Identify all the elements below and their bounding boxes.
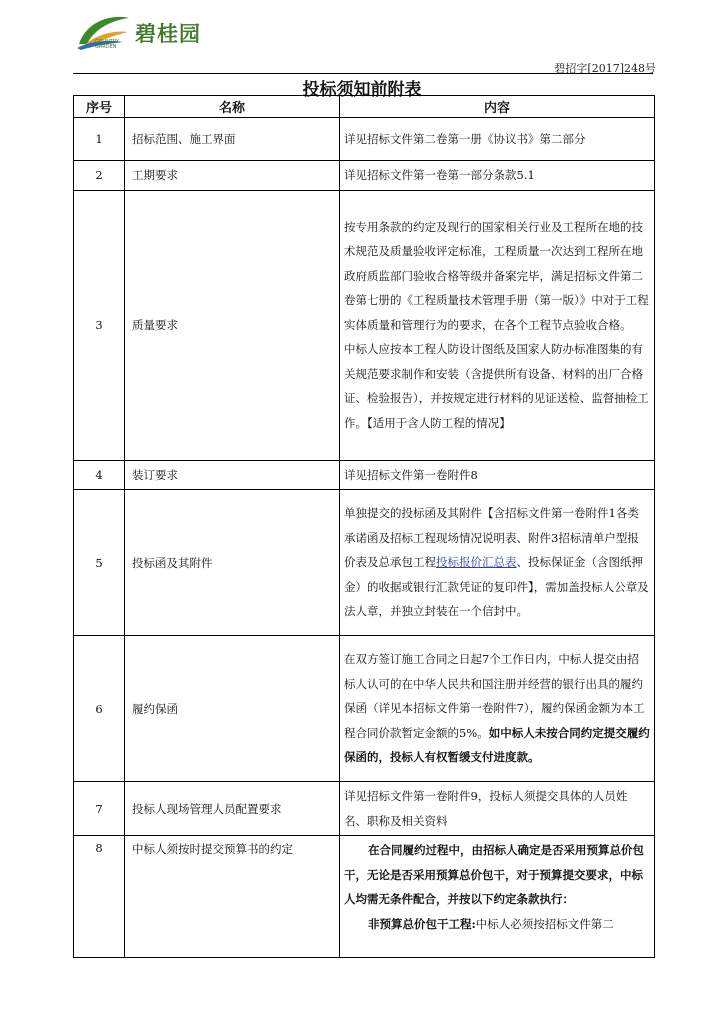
company-logo xyxy=(73,10,213,54)
row-name: 质量要求 xyxy=(125,190,340,460)
row-name: 投标函及其附件 xyxy=(125,490,340,636)
content-text: 、投标保证金（含图纸押金）的收据或银行汇款凭证的复印件】，需加盖投标人公章及法人章，并独立封装在一个信封中。 xyxy=(344,555,649,619)
budget-clause-detail xyxy=(344,912,650,937)
content-text: 在双方签订施工合同之日起7个工作日内，中标人提交由招标人认可的在中华人民共和国注册并经营的银行出具的履约保函（详见本招标文件第一卷附件7），履约保函金额为本工程合同价款暂定金额的5%。 xyxy=(344,652,645,740)
row-content xyxy=(340,190,655,460)
row-number: 1 xyxy=(74,118,125,161)
row-number: 3 xyxy=(74,190,125,460)
table-row xyxy=(74,161,655,191)
document-number: 碧招字[2017]248号 xyxy=(554,62,656,75)
row-content xyxy=(340,836,655,958)
table-row xyxy=(74,118,655,161)
content-text: 单独提交的投标函及其附件【含招标文件第一卷附件1各类承诺函及招标工程现场情况说明表、附件3招标清单户型报价表及总承包工程 xyxy=(344,506,639,570)
row-content: 详见招标文件第一卷附件8 xyxy=(340,460,655,490)
table-row xyxy=(74,190,655,460)
content-bold-text: 如中标人未按合同约定提交履约保函的，投标人有权暂缓支付进度款。 xyxy=(344,725,650,765)
row-number: 8 xyxy=(74,836,125,958)
table-row xyxy=(74,636,655,782)
table-row xyxy=(74,782,655,836)
table-header-row xyxy=(74,96,655,118)
row-name: 履约保函 xyxy=(125,636,340,782)
row-content: 详见招标文件第二卷第一册《协议书》第二部分 xyxy=(340,118,655,161)
header-divider xyxy=(73,73,653,74)
row-number: 7 xyxy=(74,782,125,836)
table-row xyxy=(74,460,655,490)
quality-paragraph-2: 中标人应按本工程人防设计图纸及国家人防办标准图集的有关规范要求制作和安装（含提供所有设备、材料的出厂合格证、检验报告），并按规定进行材料的见证送检、监督抽检工作。【适用于含人防工程的情况】 xyxy=(344,342,649,430)
column-header-name: 名称 xyxy=(125,96,340,118)
row-number: 6 xyxy=(74,636,125,782)
content-bold-text: 非预算总价包干工程: xyxy=(368,916,476,931)
row-content xyxy=(340,636,655,782)
row-name: 工期要求 xyxy=(125,161,340,191)
page-title: 投标须知前附表 xyxy=(302,80,422,100)
row-number: 5 xyxy=(74,490,125,636)
row-name: 投标人现场管理人员配置要求 xyxy=(125,782,340,836)
row-name: 装订要求 xyxy=(125,460,340,490)
table-row xyxy=(74,490,655,636)
bid-info-table xyxy=(73,95,655,958)
row-content xyxy=(340,490,655,636)
table-row xyxy=(74,836,655,958)
row-number: 2 xyxy=(74,161,125,191)
row-name: 招标范围、施工界面 xyxy=(125,118,340,161)
row-name: 中标人须按时提交预算书的约定 xyxy=(125,836,340,958)
budget-clause-intro: 在合同履约过程中，由招标人确定是否采用预算总价包干，无论是否采用预算总价包干，对于预算提交要求，中标人均需无条件配合，并按以下约定条款执行： xyxy=(344,843,644,906)
logo-name: 碧桂园 xyxy=(135,22,201,46)
quality-paragraph-1: 按专用条款的约定及现行的国家相关行业及工程所在地的技术规范及质量验收评定标准，工程质量一次达到工程所在地政府质监部门验收合格等级并备案完毕，满足招标文件第二卷第七册的《工程质量技术管理手册（第一版）》中对于工程实体质量和管理行为的要求，在各个工程节点验收合格。 xyxy=(344,219,649,332)
column-header-content: 内容 xyxy=(340,96,655,118)
column-header-no: 序号 xyxy=(74,96,125,118)
logo-subtext: COUNTRY GARDEN xyxy=(95,39,120,50)
content-text: 中标人必须按招标文件第二 xyxy=(475,916,614,931)
row-content: 详见招标文件第一卷附件9，投标人须提交具体的人员姓名、职称及相关资料 xyxy=(340,782,655,836)
bid-summary-link[interactable]: 投标报价汇总表 xyxy=(436,555,517,570)
row-content: 详见招标文件第一卷第一部分条款5.1 xyxy=(340,161,655,191)
row-number: 4 xyxy=(74,460,125,490)
